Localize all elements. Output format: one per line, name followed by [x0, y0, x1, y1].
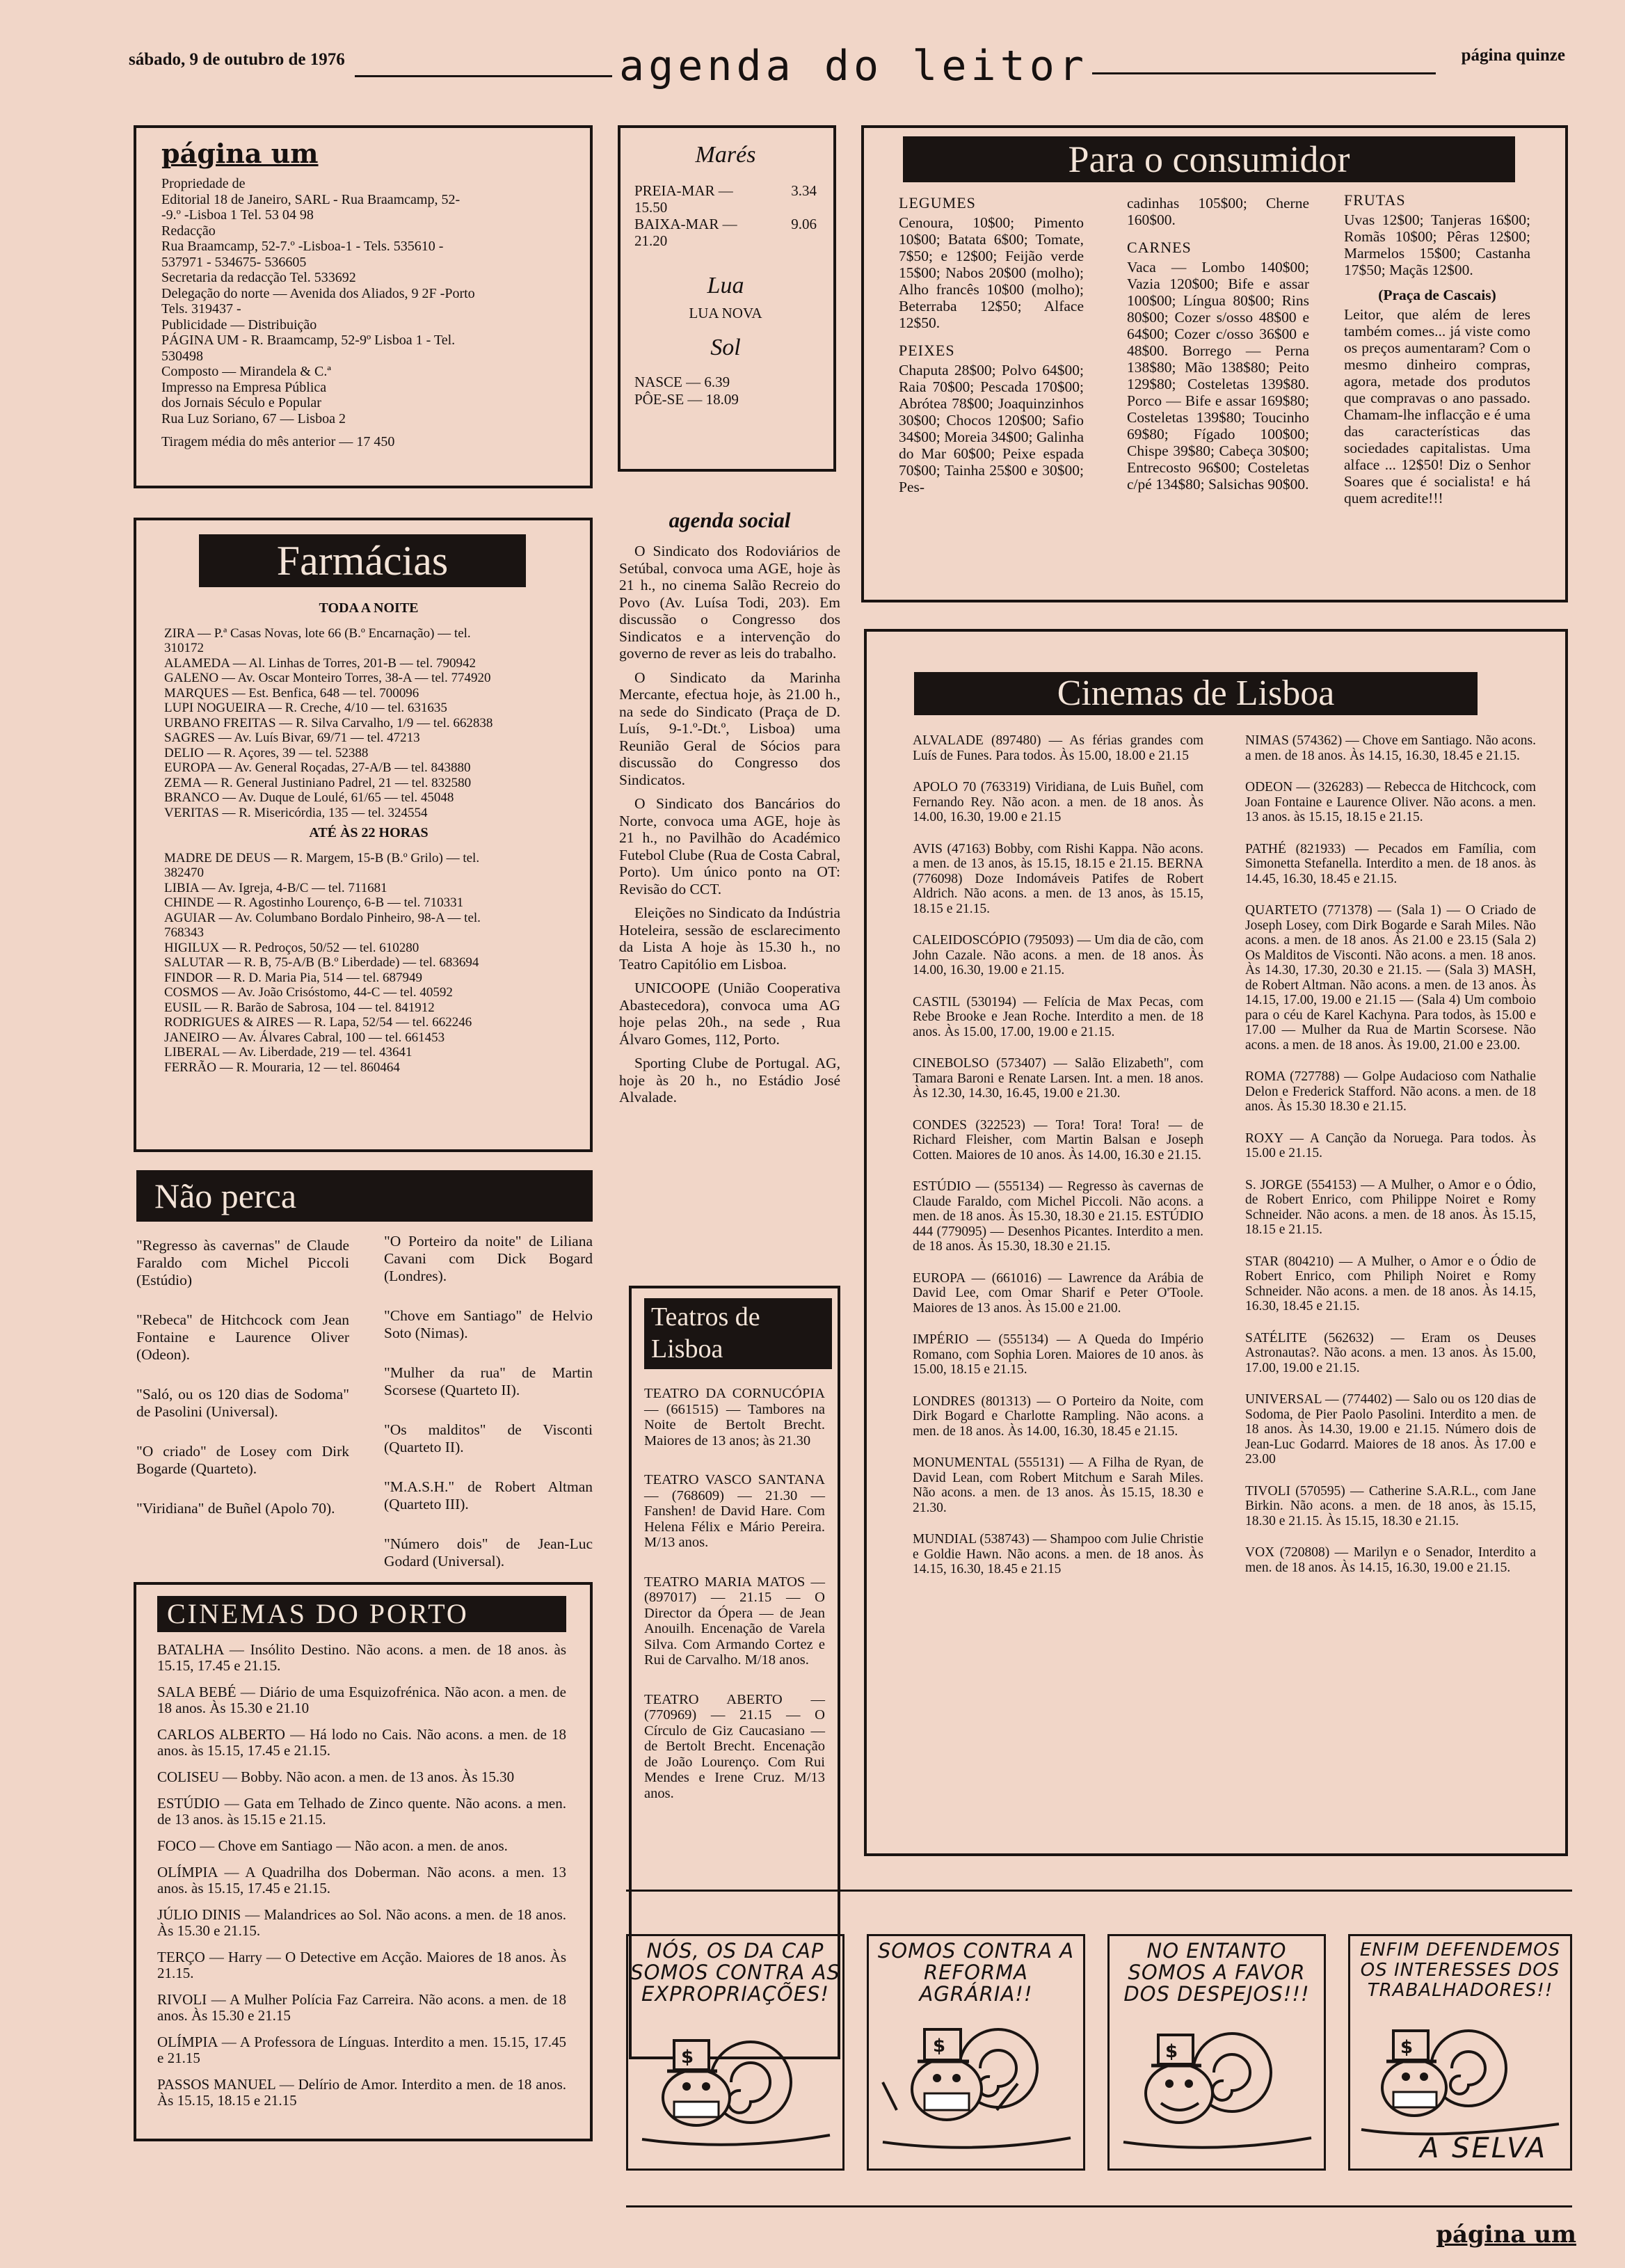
cartoon-panel-2	[867, 1934, 1085, 2171]
pharmacy-entry: FERRÃO — R. Mouraria, 12 — tel. 860464	[164, 1060, 400, 1075]
lisbon-cinema-listing: MUNDIAL (538743) — Shampoo com Julie Christie e Goldie Hawn. Não acons. a men. de 18 anos. Às 14.15, 16.30, 18.45 e 21.15	[913, 1532, 1203, 1576]
dont-miss-item: "Regresso às cavernas" de Claude Faraldo com Michel Piccoli (Estúdio)	[136, 1237, 349, 1288]
snail-figure-3	[1110, 2006, 1324, 2166]
legumes-prices: Cenoura, 10$00; Pimento 10$00; Batata 6$00; Tomate, 7$50; e 12$00; Feijão verde 15$00; Nabos 20$00 (molho); Alho francês 10$00 (molho); Beterraba 12$50; Alface 12$50.	[899, 214, 1084, 331]
pharmacy-entry: FINDOR — R. D. Maria Pia, 514 — tel. 687949	[164, 970, 423, 985]
pharmacies-title: Farmácias	[199, 534, 526, 587]
pharmacy-entry: 310172	[164, 641, 204, 655]
lisbon-cinema-listing: MONUMENTAL (555131) — A Filha de Ryan, de David Lean, com Robert Mitchum e Sarah Miles. Não acons. a men. de 13 anos. Às 15.15, 18.30 e 21.30.	[913, 1455, 1203, 1515]
theatre-listing: TEATRO DA CORNUCÓPIA — (661515) — Tambores na Noite de Bertolt Brecht. Maiores de 13 anos; às 21.30	[644, 1386, 825, 1448]
svg-text:$: $	[933, 2036, 946, 2057]
porto-cinema-listing: BATALHA — Insólito Destino. Não acons. a men. de 18 anos. às 15.15, 17.45 e 21.15.	[157, 1641, 566, 1674]
theatre-listing: TEATRO MARIA MATOS — (897017) — 21.15 — O Director da Ópera — de Jean Anouilh. Encenação de Varela Silva. Com Armando Cortez e Rui de Carvalho. M/18 anos.	[644, 1574, 825, 1668]
lisbon-cinema-listing: NIMAS (574362) — Chove em Santiago. Não acons. a men. de 18 anos. Às 14.15, 16.30, 18.45 e 21.15.	[1245, 733, 1536, 763]
lisbon-cinema-listing: ODEON — (326283) — Rebecca de Hitchcock, com Joan Fontaine e Laurence Oliver. Não acons. a men. 13 anos. às 15.15, 18.15 e 21.15.	[1245, 780, 1536, 824]
porto-cinema-listing: PASSOS MANUEL — Delírio de Amor. Interdito a men. de 18 anos. Às 15.15, 18.15 e 21.15	[157, 2076, 566, 2109]
dont-miss-item: "Os malditos" de Visconti (Quarteto II).	[384, 1421, 593, 1455]
svg-text:$: $	[1400, 2037, 1414, 2058]
all-night-list	[164, 626, 573, 821]
lisbon-cinema-listing: EUROPA — (661016) — Lawrence da Arábia de David Lee, com Omar Sharif e Peter O'Toole. Maiores de 13 anos. Às 15.00 e 21.00.	[913, 1270, 1203, 1316]
masthead-line: Secretaria da redacção Tel. 533692	[161, 270, 356, 285]
cartoon-panel-1-text: NÓS, OS DA CAP SOMOS CONTRA AS EXPROPRIAÇÕES!	[630, 1939, 840, 2006]
dont-miss-item: "O criado" de Losey com Dirk Bogarde (Quarteto).	[136, 1443, 349, 1477]
theatres-title: Teatros de Lisboa	[644, 1298, 832, 1369]
porto-cinema-listing: OLÍMPIA — A Professora de Línguas. Interdito a men. 15.15, 17.45 e 21.15	[157, 2034, 566, 2066]
pharmacy-entry: LUPI NOGUEIRA — R. Creche, 4/10 — tel. 631635	[164, 701, 447, 715]
masthead-line: 530498	[161, 348, 203, 364]
social-agenda-item: O Sindicato dos Bancários do Norte, convoca uma AGE, hoje às 21 h., no Pavilhão do Académico Futebol Clube (Rua de Costa Cabral, Porto). Um único ponto na OT: Revisão do CCT.	[619, 795, 840, 897]
pharmacy-entry: JANEIRO — Av. Álvares Cabral, 100 — tel. 661453	[164, 1030, 445, 1045]
porto-cinemas-list	[157, 1642, 566, 2109]
all-night-heading: TODA A NOITE	[319, 600, 419, 616]
porto-cinema-listing: JÚLIO DINIS — Malandrices ao Sol. Não acons. a men. de 18 anos. Às 15.30 e 21.15.	[157, 1906, 566, 1939]
social-agenda-title: agenda social	[669, 508, 791, 532]
lisbon-cinema-listing: IMPÉRIO — (555134) — A Queda do Império Romano, com Sophia Loren. Maiores de 10 anos. às 15.00, 18.15 e 21.15.	[913, 1332, 1203, 1377]
lisbon-cinema-listing: ROMA (727788) — Golpe Audacioso com Nathalie Delon e Frederick Stafford. Não acons. a men. de 18 anos. Às 15.30 18.30 e 21.15.	[1245, 1069, 1536, 1114]
pharmacy-entry: 768343	[164, 925, 204, 940]
lisbon-cinemas-box	[864, 629, 1568, 1856]
consumer-col-3	[1344, 192, 1530, 506]
masthead-line: Composto — Mirandela & C.ª	[161, 364, 331, 379]
footer-logo: página um	[1436, 2221, 1576, 2249]
dont-miss-left-column	[136, 1237, 349, 1540]
lisbon-cinemas-right-column	[1245, 733, 1536, 1592]
carnes-heading: CARNES	[1127, 239, 1192, 256]
lisbon-cinema-listing: VOX (720808) — Marilyn e o Senador, Interdito a men. de 18 anos. Às 14.15, 16.30, 19.00 e 21.15.	[1245, 1545, 1536, 1575]
masthead-line: 537971 - 534675- 536605	[161, 254, 307, 270]
theatre-listing: TEATRO ABERTO — (770969) — 21.15 — O Círculo de Giz Caucasiano — de Bertolt Brecht. Encenação de João Lourenço. Com Rui Mendes e Irene Cruz. M/13 anos.	[644, 1691, 825, 1801]
social-agenda-item: Eleições no Sindicato da Indústria Hoteleira, sessão de esclarecimento da Lista A hoje às 15.30 h., no Teatro Capitólio em Lisboa.	[619, 904, 840, 973]
until-22-list	[164, 851, 573, 1076]
cascais-heading: (Praça de Cascais)	[1378, 287, 1496, 303]
carnes-prices: Vaca — Lombo 140$00; Vazia 120$00; Bife e assar 100$00; Língua 80$00; Rins 80$00; Cozer s/osso 48$00 e 64$00; Cozer c/osso 36$00 e 48$00. Borrego — Perna 138$80; Mão 138$80; Peito 129$80; Costeletas 139$80. Porco — Bife e assar 169$80; Costeletas 139$80; Toucinho 69$80; Fígado 100$00; Chispe 39$80; Cabeça 30$00; Entrecosto 96$00; Costeletas c/pé 134$80; Salsichas 90$00.	[1127, 259, 1309, 493]
lisbon-cinema-listing: AVIS (47163) Bobby, com Rishi Kappa. Não acons. a men. de 13 anos, às 15.15, 18.15 e 21.15. BERNA (776098) Doze Indomáveis Patifes de Robert Aldrich. Não acons. a men. de 13 anos, às 15.15, 18.15 e 21.15.	[913, 841, 1203, 916]
porto-cinema-listing: ESTÚDIO — Gata em Telhado de Zinco quente. Não acons. a men. de 13 anos. às 15.15 e 21.15.	[157, 1795, 566, 1828]
peixes-prices: Chaputa 28$00; Polvo 64$00; Raia 70$00; Pescada 170$00; Abrótea 78$00; Joaquinzinhos 30$00; Chocos 120$00; Safio 34$00; Moreia 34$00; Galinha do Mar 60$00; Peixe espada 70$00; Tainha 25$00 e 30$00; Pes-	[899, 362, 1084, 495]
lisbon-cinema-listing: LONDRES (801313) — O Porteiro da Noite, com Dirk Bogard e Charlotte Rampling. Não acons. a men. de 18 anos. Às 14.00, 16.30, 18.45 e 21.15.	[913, 1393, 1203, 1439]
cartoon-top-rule	[626, 1890, 1572, 1892]
cartoon-bottom-rule	[626, 2205, 1572, 2207]
masthead-line: Publicidade — Distribuição	[161, 317, 317, 333]
lisbon-cinema-listing: STAR (804210) — A Mulher, o Amor e o Ódio de Robert Enrico, com Philiph Noiret e Romy Schneider. Não acons. a men. de 18 anos. Às 14.15, 16.30, 18.45 e 21.15.	[1245, 1254, 1536, 1313]
pharmacy-entry: HIGILUX — R. Pedroços, 50/52 — tel. 610280	[164, 940, 419, 955]
pharmacy-entry: SAGRES — Av. Luís Bivar, 69/71 — tel. 47213	[164, 730, 420, 745]
cartoonist-signature: A SELVA	[1420, 2132, 1548, 2164]
masthead-title: página um	[161, 138, 319, 169]
dont-miss-right-column	[384, 1233, 593, 1592]
tiragem-line: Tiragem média do mês anterior — 17 450	[161, 434, 395, 449]
pharmacy-entry: EUSIL — R. Barão de Sabrosa, 104 — tel. 841912	[164, 1000, 435, 1015]
pharmacy-entry: COSMOS — Av. João Crisóstomo, 44-C — tel. 40592	[164, 985, 453, 1000]
pharmacy-entry: CHINDE — R. Agostinho Lourenço, 6-B — tel. 710331	[164, 895, 464, 910]
theatres-list	[644, 1386, 825, 1801]
pharmacy-entry: VERITAS — R. Misericórdia, 135 — tel. 324554	[164, 805, 428, 820]
pharmacy-entry: URBANO FREITAS — R. Silva Carvalho, 1/9 — tel. 662838	[164, 715, 493, 730]
masthead-line: -9.º -Lisboa 1 Tel. 53 04 98	[161, 207, 314, 223]
porto-cinema-listing: FOCO — Chove em Santiago — Não acon. a men. de anos.	[157, 1837, 508, 1854]
issue-date: sábado, 9 de outubro de 1976	[129, 50, 345, 69]
pharmacy-entry: MADRE DE DEUS — R. Margem, 15-B (B.º Grilo) — tel.	[164, 850, 480, 865]
pharmacy-entry: LIBERAL — Av. Liberdade, 219 — tel. 43641	[164, 1045, 413, 1060]
moon-title: Lua	[707, 273, 744, 298]
svg-text:$: $	[1165, 2041, 1178, 2062]
dont-miss-item: "Número dois" de Jean-Luc Godard (Universal).	[384, 1535, 593, 1570]
peixes-heading: PEIXES	[899, 342, 955, 359]
masthead-box	[134, 125, 593, 488]
theatre-listing: TEATRO VASCO SANTANA — (768609) — 21.30 — Fanshen! de David Hare. Com Helena Félix e Mário Pereira. M/13 anos.	[644, 1472, 825, 1550]
pharmacy-entry: ZIRA — P.ª Casas Novas, lote 66 (B.º Encarnação) — tel.	[164, 625, 471, 641]
lisbon-cinema-listing: ESTÚDIO — (555134) — Regresso às cavernas de Claude Faraldo, com Michel Piccoli. Não acons. a men. de 18 anos. Às 15.30, 18.30 e 21.15. ESTÚDIO 444 (779095) — Desenhos Picantes. Interdito a men. de 18 anos. Às 15.30, 18.30 e 21.15.	[913, 1179, 1203, 1254]
frutas-heading: FRUTAS	[1344, 191, 1406, 209]
until-22-heading: ATÉ ÀS 22 HORAS	[309, 825, 429, 840]
dont-miss-item: "O Porteiro da noite" de Liliana Cavani com Dick Bogard (Londres).	[384, 1233, 593, 1284]
pharmacy-entry: MARQUES — Est. Benfica, 648 — tel. 700096	[164, 685, 419, 701]
lisbon-cinemas-left-column	[913, 733, 1203, 1594]
legumes-heading: LEGUMES	[899, 194, 976, 211]
low-tide-time-1: 9.06	[791, 216, 817, 232]
dont-miss-item: "Mulher da rua" de Martin Scorsese (Quarteto II).	[384, 1364, 593, 1398]
sunset-time: PÔE-SE — 18.09	[634, 391, 739, 408]
lisbon-cinema-listing: QUARTETO (771378) — (Sala 1) — O Criado de Joseph Losey, com Dirk Bogarde e Sarah Miles. Não acons. a men. de 18 anos. Às 21.00 e 23.15 (Sala 2) Os Malditos de Visconti. Não acons. a men. 18 anos. Às 14.30, 17.30, 20.30 e 21.15. — (Sala 3) MASH, de Robert Altman. Não acons. a men. de 13 anos. Às 14.15, 17.00, 19.00 e 21.15 — (Sala 4) Um comboio para o céu de Karel Kachyna. Para todos, às 15.00 e 17.00 — Mulher da Rua de Martin Scorsese. Não acons. a men. de 18 anos. Às 19.00, 21.00 e 23.00.	[1245, 903, 1536, 1053]
header-rule-right	[1092, 72, 1436, 74]
cartoon-panel-3	[1107, 1934, 1326, 2171]
page-number-label: página quinze	[1461, 46, 1565, 65]
dont-miss-item: "M.A.S.H." de Robert Altman (Quarteto III).	[384, 1478, 593, 1512]
lisbon-cinema-listing: CALEIDOSCÓPIO (795093) — Um dia de cão, com John Cazale. Não acons. a men. de 18 anos. Às 14.00, 16.30, 19.00 e 21.15.	[913, 933, 1203, 977]
masthead-line: Impresso na Empresa Pública	[161, 379, 327, 395]
dont-miss-title: Não perca	[136, 1170, 593, 1222]
masthead-line: Redacção	[161, 223, 216, 239]
consumer-prices-box	[861, 125, 1568, 602]
cartoon-panel-2-text: SOMOS CONTRA A REFORMA AGRÁRIA!!	[877, 1939, 1075, 2006]
low-tide-label: BAIXA-MAR —	[634, 216, 737, 232]
peixes-continued: cadinhas 105$00; Cherne 160$00.	[1127, 195, 1309, 228]
porto-cinemas-title: CINEMAS DO PORTO	[157, 1596, 566, 1632]
dont-miss-item: "Viridiana" de Buñel (Apolo 70).	[136, 1500, 335, 1517]
pharmacy-entry: ZEMA — R. General Justiniano Padrel, 21 — tel. 832580	[164, 775, 472, 790]
lisbon-cinema-listing: CINEBOLSO (573407) — Salão Elizabeth", com Tamara Baroni e Renate Larsen. Int. a men. 18 anos. Às 12.30, 14.30, 16.45, 19.00 e 21.30.	[913, 1056, 1203, 1101]
social-agenda-item: O Sindicato da Marinha Mercante, efectua hoje, às 21.00 h., na sede do Sindicato (Praça de D. Luís, 9-1.º-Dt.º, Lisboa) uma Reunião Geral de Sócios para discussão do Congresso dos Sindicatos.	[619, 669, 840, 788]
social-agenda-item: Sporting Clube de Portugal. AG, hoje às 20 h., no Estádio José Alvalade.	[619, 1055, 840, 1105]
sun-title: Sol	[710, 335, 741, 360]
svg-text:$: $	[681, 2047, 694, 2068]
lisbon-cinema-listing: SATÉLITE (562632) — Eram os Deuses Astronautas?. Não acons. a men. 13 anos. Às 15.00, 17.00, 19.00 e 21.15.	[1245, 1330, 1536, 1375]
porto-cinema-listing: CARLOS ALBERTO — Há lodo no Cais. Não acons. a men. de 18 anos. às 15.15, 17.45 e 21.15.	[157, 1726, 566, 1759]
consumer-title: Para o consumidor	[903, 136, 1515, 182]
low-tide-time-2: 21.20	[634, 232, 668, 249]
social-agenda-item: UNICOOPE (União Cooperativa Abastecedora), convoca uma AG hoje pelas 20h., na sede , Rua Álvaro Gomes, 112, Porto.	[619, 980, 840, 1048]
high-tide-label: PREIA-MAR —	[634, 182, 733, 199]
pharmacy-entry: BRANCO — Av. Duque de Loulé, 61/65 — tel. 45048	[164, 790, 454, 805]
tides-title: Marés	[695, 142, 756, 168]
porto-cinema-listing: RIVOLI — A Mulher Polícia Faz Carreira. Não acons. a men. de 18 anos. Às 15.30 e 21.15	[157, 1991, 566, 2024]
lisbon-cinema-listing: CASTIL (530194) — Felícia de Max Pecas, com Rebe Brooke e Jean Roche. Interdito a men. de 18 anos. Às 15.00, 17.00, 19.00 e 21.15.	[913, 994, 1203, 1039]
masthead-line: PÁGINA UM - R. Braamcamp, 52-9º Lisboa 1 - Tel.	[161, 333, 456, 348]
social-agenda-column	[619, 508, 840, 1113]
lisbon-cinema-listing: CONDES (322523) — Tora! Tora! Tora! — de Richard Fleisher, com Martin Balsan e Joseph Cotten. Maiores de 10 anos. Às 14.00, 16.30 e 21.15.	[913, 1117, 1203, 1163]
sunrise-time: NASCE — 6.39	[634, 374, 730, 390]
masthead-line: Tels. 319437 -	[161, 301, 241, 317]
cascais-commentary: Leitor, que além de leres também comes... já viste como os preços aumentaram? Com o mesmo dinheiro compras, agora, metade dos produtos que compravas o ano passado. Chamam-lhe inflacção e é uma das características das sociedades capitalistas. Uma alface ... 12$50! Diz o Senhor Soares que é socialista! e há quem acredite!!!	[1344, 306, 1530, 506]
cartoon-panel-4-text: ENFIM DEFENDEMOS OS INTERESSES DOS TRABALHADORES!!	[1359, 1940, 1561, 2001]
social-agenda-items	[619, 543, 840, 1106]
cartoon-panel-3-text: NO ENTANTO SOMOS A FAVOR DOS DESPEJOS!!!	[1123, 1939, 1310, 2006]
pharmacy-entry: SALUTAR — R. B, 75-A/B (B.º Liberdade) — tel. 683694	[164, 955, 479, 970]
dont-miss-item: "Rebeca" de Hitchcock com Jean Fontaine e Laurence Oliver (Odeon).	[136, 1311, 349, 1363]
lisbon-cinema-listing: ROXY — A Canção da Noruega. Para todos. Às 15.00 e 21.15.	[1245, 1131, 1536, 1160]
porto-cinema-listing: COLISEU — Bobby. Não acon. a men. de 13 anos. Às 15.30	[157, 1768, 515, 1785]
tides-box	[618, 125, 836, 472]
masthead-line: Rua Luz Soriano, 67 — Lisboa 2	[161, 410, 346, 426]
high-tide-time-2: 15.50	[634, 199, 668, 216]
pharmacy-entry: RODRIGUES & AIRES — R. Lapa, 52/54 — tel. 662246	[164, 1015, 472, 1030]
snail-figure-1	[628, 2013, 842, 2166]
pharmacy-entry: ALAMEDA — Al. Linhas de Torres, 201-B — tel. 790942	[164, 655, 476, 671]
lisbon-cinema-listing: PATHÉ (821933) — Pecados em Família, com Simonetta Stefanella. Interdito a men. de 18 anos. às 14.45, 16.30, 18.45 e 21.15.	[1245, 841, 1536, 886]
lisbon-cinemas-title: Cinemas de Lisboa	[914, 672, 1478, 715]
moon-phase: LUA NOVA	[689, 305, 762, 321]
porto-cinema-listing: OLÍMPIA — A Quadrilha dos Doberman. Não acons. a men. 13 anos. às 15.15, 17.45 e 21.15.	[157, 1864, 566, 1896]
porto-cinema-listing: SALA BEBÉ — Diário de uma Esquizofrénica. Não acon. a men. de 18 anos. Às 15.30 e 21.10	[157, 1684, 566, 1716]
dont-miss-item: "Saló, ou os 120 dias de Sodoma" de Pasolini (Universal).	[136, 1386, 349, 1420]
snail-figure-2	[869, 2006, 1083, 2166]
dont-miss-item: "Chove em Santiago" de Helvio Soto (Nimas).	[384, 1307, 593, 1341]
page-section-title: agenda do leitor	[619, 42, 1088, 90]
pharmacy-entry: AGUIAR — Av. Columbano Bordalo Pinheiro, 98-A — tel.	[164, 910, 481, 925]
masthead-line: dos Jornais Século e Popular	[161, 395, 321, 410]
lisbon-cinema-listing: S. JORGE (554153) — A Mulher, o Amor e o Ódio, de Robert Enrico, com Philippe Noiret e Romy Schneider. Não acons. a men. de 18 anos. Às 15.15, 18.15 e 21.15.	[1245, 1177, 1536, 1237]
pharmacy-entry: LIBIA — Av. Igreja, 4-B/C — tel. 711681	[164, 880, 387, 895]
porto-cinema-listing: TERÇO — Harry — O Detective em Acção. Maiores de 18 anos. Às 21.15.	[157, 1949, 566, 1981]
lisbon-cinema-listing: UNIVERSAL — (774402) — Salo ou os 120 dias de Sodoma, de Pier Paolo Pasolini. Interdito a men. de 18 anos. Às 14.30, 19.00 e 21.15. Número dois de Jean-Luc Godarrd. Maiores de 18 anos. Às 17.00 e 23.00	[1245, 1392, 1536, 1467]
cartoon-panel-4	[1348, 1934, 1572, 2171]
porto-cinemas-box	[134, 1582, 593, 2141]
pharmacies-box	[134, 518, 593, 1152]
consumer-col-2	[1127, 195, 1309, 493]
lisbon-cinema-listing: APOLO 70 (763319) Viridiana, de Luis Buñel, com Fernando Rey. Não acon. a men. de 18 anos. Às 14.00, 16.30, 19.00 e 21.15	[913, 780, 1203, 824]
masthead-line: Rua Braamcamp, 52-7.º -Lisboa-1 - Tels. 535610 -	[161, 239, 444, 254]
masthead-lines	[161, 176, 566, 426]
masthead-line: Delegação do norte — Avenida dos Aliados, 9 2F -Porto	[161, 285, 475, 301]
masthead-line: Editorial 18 de Janeiro, SARL - Rua Braamcamp, 52-	[161, 191, 461, 207]
social-agenda-item: O Sindicato dos Rodoviários de Setúbal, convoca uma AGE, hoje às 21 h., no cinema Salão Recreio do Povo (Av. Luísa Todi, 203). Em discussão o Congresso dos Sindicatos e a intervenção do governo de rever as leis do trabalho.	[619, 543, 840, 662]
header-rule-left	[355, 75, 612, 77]
pharmacy-entry: DELIO — R. Açores, 39 — tel. 52388	[164, 745, 369, 760]
pharmacy-entry: 382470	[164, 865, 204, 880]
consumer-col-1	[899, 195, 1084, 495]
high-tide-time-1: 3.34	[791, 182, 817, 199]
pharmacy-entry: EUROPA — Av. General Roçadas, 27-A/B — tel. 843880	[164, 760, 471, 775]
frutas-prices: Uvas 12$00; Tanjeras 16$00; Romãs 10$00; Pêras 12$00; Marmelos 15$00; Castanha 17$50; Maçãs 12$00.	[1344, 211, 1530, 278]
lisbon-cinema-listing: ALVALADE (897480) — As férias grandes com Luís de Funes. Para todos. Às 15.00, 18.00 e 21.15	[913, 733, 1203, 763]
pharmacy-entry: GALENO — Av. Oscar Monteiro Torres, 38-A — tel. 774920	[164, 671, 491, 685]
cartoon-panel-1	[626, 1934, 844, 2171]
masthead-line: Propriedade de	[161, 176, 246, 191]
lisbon-cinema-listing: TIVOLI (570595) — Catherine S.A.R.L., com Jane Birkin. Não acons. a men. de 18 anos, às 15.15, 18.30 e 21.15. Às 15.15, 18.30 e 21.15.	[1245, 1483, 1536, 1528]
